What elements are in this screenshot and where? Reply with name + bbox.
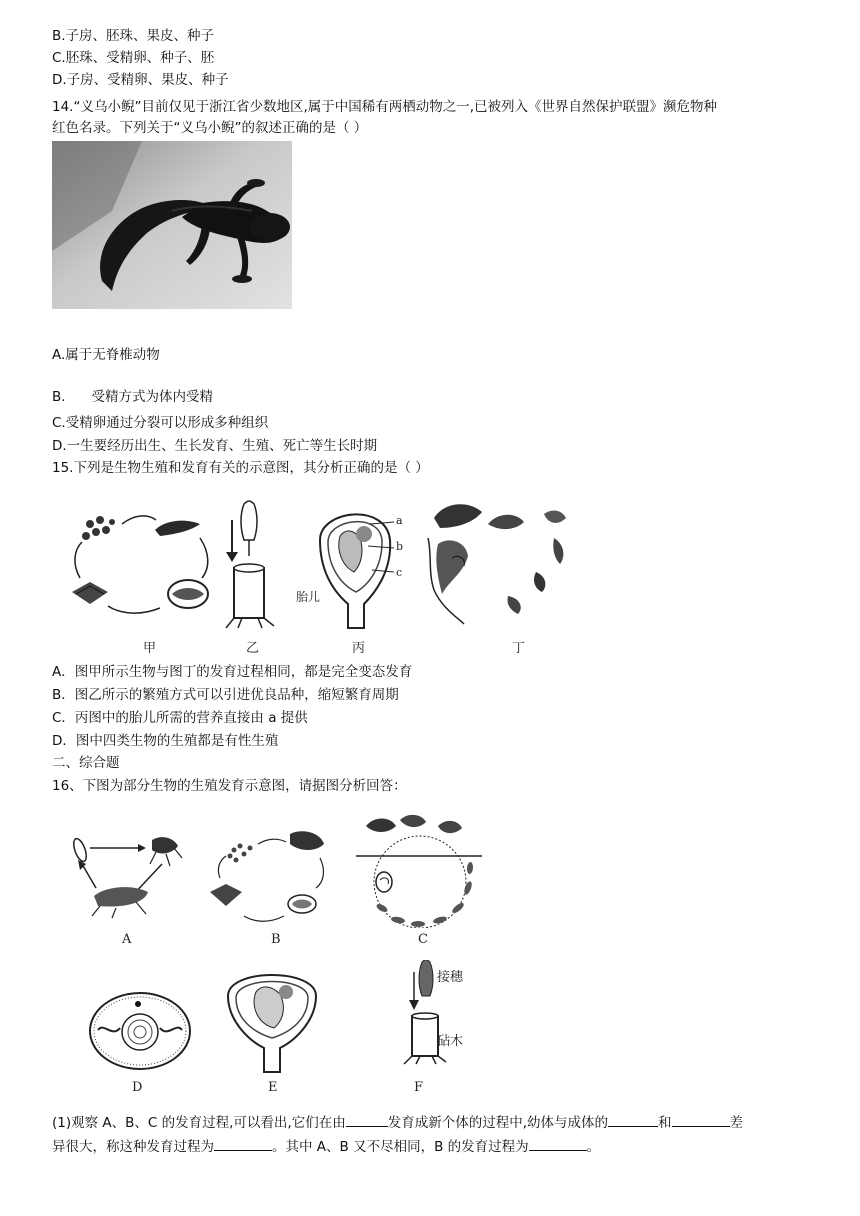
q16-stem: 16、下图为部分生物的生殖发育示意图，请据图分析回答：: [52, 778, 407, 794]
q14-option-b-letter: B.: [52, 389, 66, 405]
section-title: 二、综合题: [52, 755, 120, 771]
q16-label-scion: 接穗: [437, 970, 464, 985]
q14-option-c: C.受精卵通过分裂可以形成多种组织: [52, 415, 269, 431]
q15-figure-ding: [424, 498, 580, 630]
q16-sub1-part3: 和: [658, 1115, 672, 1131]
q16-blank-3[interactable]: [672, 1114, 730, 1127]
q13-option-d: D.子房、受精卵、果皮、种子: [52, 72, 229, 88]
q15-label-taier: 胎儿: [296, 590, 321, 604]
q15-option-c: C．丙图中的胎儿所需的营养直接由 a 提供: [52, 710, 308, 726]
q16-figure-b: [206, 826, 336, 924]
q16-figure-d: [88, 990, 192, 1072]
q15-label-c: c: [396, 566, 403, 579]
q16-sub1-part4: 差: [729, 1115, 744, 1131]
q16-sub1-part7: 。: [586, 1139, 601, 1155]
q14-option-b: [52, 388, 213, 406]
q16-label-a: A: [122, 932, 132, 947]
q16-sub1-part1: (1)观察 A、B、C 的发育过程,可以看出,它们在由: [52, 1115, 346, 1131]
q15-label-ding: 丁: [512, 641, 526, 656]
q16-sub1-line1: [52, 1114, 743, 1132]
q16-blank-4[interactable]: [214, 1138, 272, 1151]
q16-label-b: B: [271, 932, 281, 947]
q15-option-a: A．图甲所示生物与图丁的发育过程相同，都是完全变态发育: [52, 664, 413, 680]
q16-label-f: F: [414, 1080, 424, 1095]
q16-sub1-part2: 发育成新个体的过程中,幼体与成体的: [387, 1115, 609, 1131]
q15-label-jia: 甲: [143, 641, 157, 656]
q16-blank-5[interactable]: [529, 1138, 587, 1151]
q14-option-b-text: 受精方式为体内受精: [91, 389, 214, 405]
q15-label-b: b: [396, 540, 404, 553]
q16-figure-e: [222, 962, 322, 1074]
q16-figure-c: [352, 812, 492, 928]
q15-figure-jia: [60, 508, 220, 620]
q16-blank-1[interactable]: [346, 1114, 388, 1127]
q16-label-e: E: [268, 1080, 278, 1095]
q16-figure-a: [66, 830, 186, 924]
salamander-photo: [52, 141, 292, 309]
q15-label-bing: 丙: [352, 641, 366, 656]
q15-label-a: a: [396, 514, 403, 527]
q16-sub1-line2: [52, 1138, 600, 1156]
q16-label-rootstock: 砧木: [437, 1034, 464, 1049]
q16-label-d: D: [132, 1080, 143, 1095]
q15-option-b: B．图乙所示的繁殖方式可以引进优良品种，缩短繁育周期: [52, 687, 399, 703]
q15-option-d: D．图中四类生物的生殖都是有性生殖: [52, 733, 279, 749]
q14-option-a: A.属于无脊椎动物: [52, 347, 160, 363]
q16-blank-2[interactable]: [608, 1114, 658, 1127]
q15-label-yi: 乙: [246, 641, 260, 656]
q15-stem: 15.下列是生物生殖和发育有关的示意图，其分析正确的是（ ）: [52, 460, 429, 476]
q13-option-b: B.子房、胚珠、果皮、种子: [52, 28, 215, 44]
q16-sub1-part5: 异很大，称这种发育过程为: [52, 1139, 214, 1155]
q14-option-d: D.一生要经历出生、生长发育、生殖、死亡等生长时期: [52, 438, 378, 454]
q13-option-c: C.胚珠、受精卵、种子、胚: [52, 50, 215, 66]
q15-figure-yi: [218, 500, 280, 630]
q14-stem-line2: 红色名录。下列关于“义乌小鲵”的叙述正确的是（ ）: [52, 120, 368, 136]
q16-label-c: C: [418, 932, 428, 947]
q16-sub1-part6: 。其中 A、B 又不尽相同，B 的发育过程为: [272, 1139, 529, 1155]
q14-stem-line1: 14.“义乌小鲵”目前仅见于浙江省少数地区,属于中国稀有两栖动物之一,已被列入《世界自然保护联盟》濒危物种: [52, 99, 718, 115]
